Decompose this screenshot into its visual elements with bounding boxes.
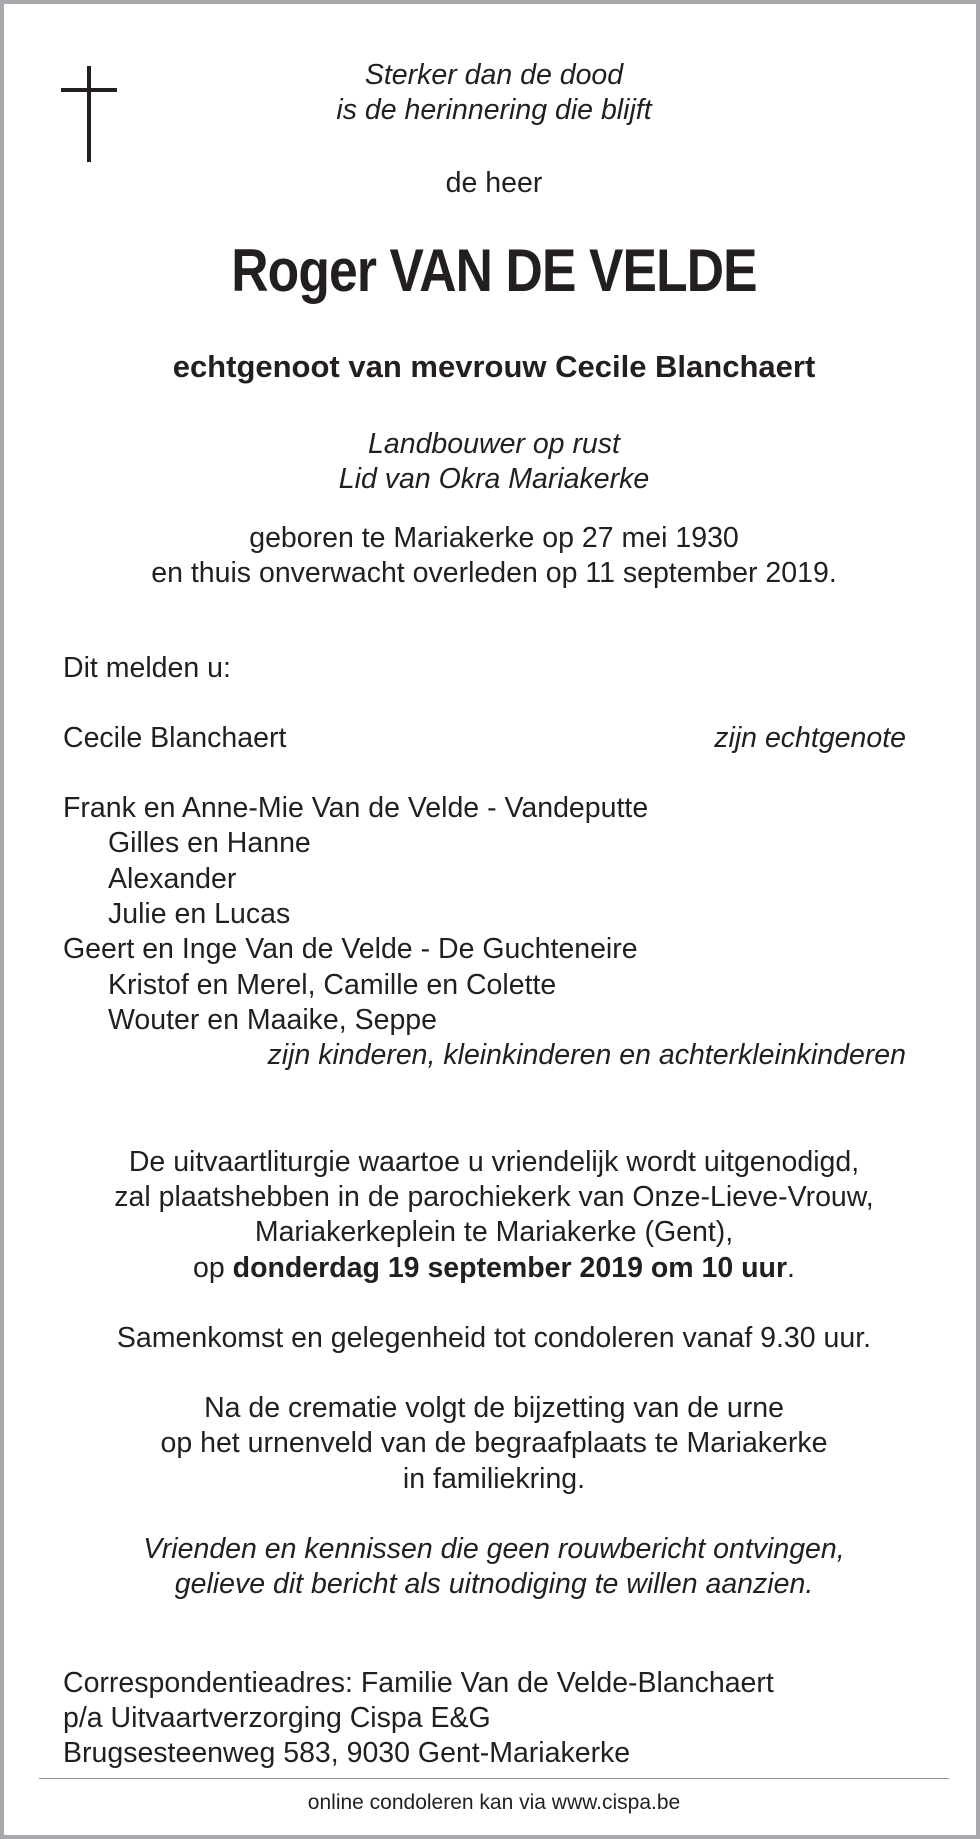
spouse-name: Cecile Blanchaert: [63, 722, 287, 754]
correspondence-line-3: Brugsesteenweg 583, 9030 Gent-Mariakerke: [63, 1737, 631, 1769]
salutation: de heer: [445, 167, 543, 199]
birth-line: geboren te Mariakerke op 27 mei 1930: [249, 522, 739, 554]
grandchild-line: Wouter en Maaike, Seppe: [108, 1004, 438, 1036]
invitation-note-line-2: gelieve dit bericht als uitnodiging te willen aanzien.: [174, 1568, 814, 1600]
gathering-line: Samenkomst en gelegenheid tot condoleren vanaf 9.30 uur.: [116, 1322, 872, 1354]
cremation-line-2: op het urnenveld van de begraafplaats te Mariakerke: [160, 1427, 828, 1459]
deceased-name: Roger VAN DE VELDE: [231, 237, 757, 304]
funeral-date: donderdag 19 september 2019 om 10 uur: [232, 1252, 788, 1284]
invitation-note-line-1: Vrienden en kennissen die geen rouwbericht ontvingen,: [143, 1533, 845, 1565]
death-line: en thuis onverwacht overleden op 11 september 2019.: [151, 557, 837, 589]
spouse-line: echtgenoot van mevrouw Cecile Blanchaert: [172, 349, 816, 384]
footer-divider: [39, 1778, 949, 1779]
spouse-role: zijn echtgenote: [714, 722, 906, 754]
occupation-line-1: Landbouwer op rust: [368, 428, 620, 460]
quote-line-2: is de herinnering die blijft: [336, 94, 652, 126]
funeral-date-prefix: op: [193, 1252, 225, 1284]
grandchild-line: Kristof en Merel, Camille en Colette: [108, 969, 557, 1001]
funeral-line-2: zal plaatshebben in de parochiekerk van Onze-Lieve-Vrouw,: [114, 1181, 874, 1213]
family-frank: Frank en Anne-Mie Van de Velde - Vandeputte: [63, 792, 649, 824]
footer-condolence-link[interactable]: online condoleren kan via www.cispa.be: [307, 1791, 681, 1814]
correspondence-line-2: p/a Uitvaartverzorging Cispa E&G: [63, 1702, 491, 1734]
cremation-line-1: Na de crematie volgt de bijzetting van de urne: [204, 1392, 784, 1424]
funeral-line-1: De uitvaartliturgie waartoe u vriendelijk wordt uitgenodigd,: [128, 1146, 860, 1178]
grandchild-line: Gilles en Hanne: [108, 827, 311, 859]
grandchild-line: Julie en Lucas: [108, 898, 291, 930]
funeral-date-suffix: .: [787, 1252, 795, 1284]
cremation-line-3: in familiekring.: [402, 1463, 586, 1495]
family-geert: Geert en Inge Van de Velde - De Guchteneire: [63, 933, 638, 965]
family-role: zijn kinderen, kleinkinderen en achterkleinkinderen: [267, 1039, 906, 1071]
quote-line-1: Sterker dan de dood: [364, 59, 624, 91]
announcers-intro: Dit melden u:: [63, 652, 231, 684]
funeral-line-3: Mariakerkeplein te Mariakerke (Gent),: [254, 1216, 734, 1248]
funeral-date-line: [4, 1251, 980, 1286]
occupation-line-2: Lid van Okra Mariakerke: [338, 463, 650, 495]
grandchild-line: Alexander: [108, 863, 237, 895]
correspondence-line-1: Correspondentieadres: Familie Van de Velde-Blanchaert: [63, 1667, 774, 1699]
